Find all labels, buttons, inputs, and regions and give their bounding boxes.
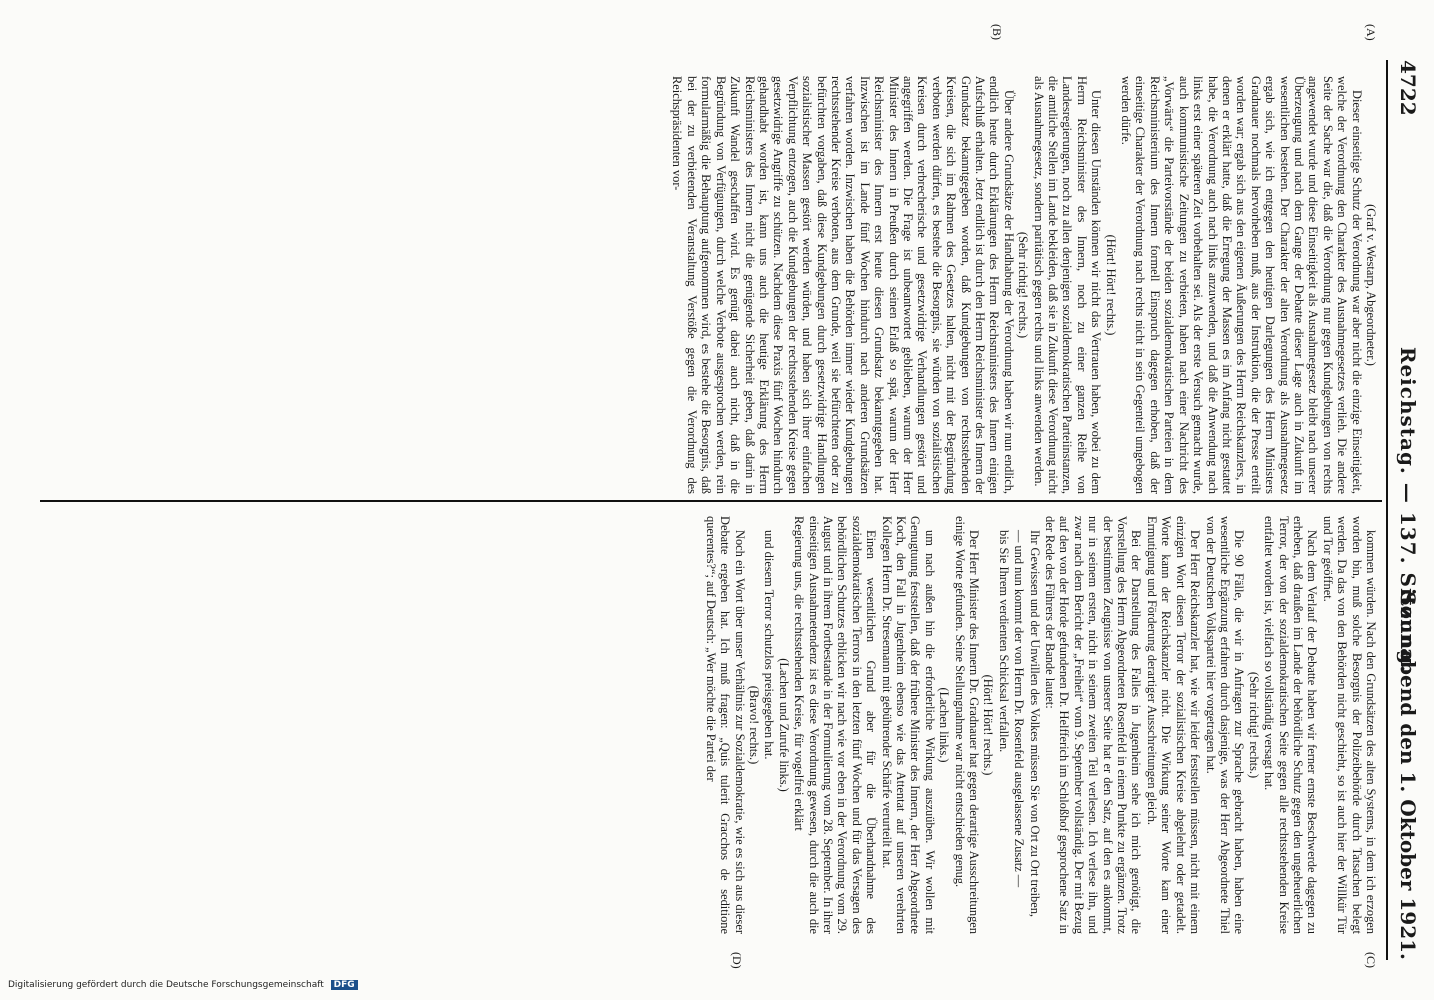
paragraph: Bei der Darstellung des Falles in Jugenheim sehe ich mich genötigt, die Vorstellung des Herrn Abgeordneten Rosenfeld in einem Punkte zu ergänzen. Trotz der bestimmten Zeugnisse von unserer Seite hat er den Satz, auf den es ankommt, nur in seinem ersten, nicht in seinem zweiten Teil verlesen. Ich verlese ihn, und zwar nach dem Bericht der „Freiheit“ vom 9. September vollständig. Der mit Bezug auf den von der Horde gefundenen Dr. Helfferich im Schloßhof gesprochene Satz in der Rede des Führers der Bande lautet: <box>1043 516 1144 934</box>
paragraph: Dieser einseitige Schutz der Verordnung war aber nicht die einzige Einseitigkeit, welche der Verordnung den Charakter des Ausnahmegesetzes verlieh. Die andere Seite der Sache war die, daß die Verordnung nur gegen Kundgebungen von rechts angewendet wurde und diese Einseitigkeit als Ausnahmegesetz bleibt nach unserer Überzeugung und nach dem Gange der Debatte dieser Lage auch in Zukunft im wesentlichen bestehen. Der Charakter der alten Verordnung als Ausnahmegesetz ergab sich, wie ich entgegen den heutigen Darlegungen des Herrn Ministers Gradnauer nochmals hervorheben muß, aus der Instruktion, die der Presse erteilt worden war; ergab sich aus den eigenen Äußerungen des Herrn Reichskanzlers, in denen er erklärt hatte, daß die Erregung der Massen es im Anfang nicht gestattet habe, die Verordnung auch nach links anzuwenden, und daß die Anwendung nach links erst einer späteren Zeit vorbehalten sei. Als der erste Versuch gemacht wurde, auch kommunistische Zeitungen zu verbieten, haben nach einer Nachricht des „Vorwärts“ die Parteivorstände der beiden sozialdemokratischen Parteien in dem Reichsministerium des Innern formell Einspruch dagegen erhoben, daß der einseitige Charakter der Verordnung nach rechts nicht in sein Gegenteil umgebogen werden dürfe. <box>1119 76 1364 494</box>
paragraph: Nach dem Verlauf der Debatte haben wir ferner ernste Beschwerde dagegen zu erheben, daß draußen im Lande der behördliche Schutz gegen den ungeheuerlichen Terror, der von der sozialdemokratischen Seite gegen alle rechtsstehenden Kreise entfaltet worden ist, vielfach so vollständig versagt hat. <box>1262 516 1320 934</box>
interjection: (Lachen und Zurufe links.) <box>776 658 791 792</box>
speaker-label: (Graf v. Westarp, Abgeordneter.) <box>1364 204 1378 366</box>
credit-text: Digitalisierung gefördert durch die Deutsche Forschungsgemeinschaft <box>8 980 324 990</box>
right-column <box>702 516 1378 934</box>
quotation: Ihr Gewissen und der Unwillen des Volkes müssen Sie von Ort zu Ort treiben, <box>1027 530 1042 918</box>
left-column <box>669 76 1378 494</box>
interjection: (Bravo! rechts.) <box>746 685 761 765</box>
paragraph: Der Herr Reichskanzler hat, wie wir leider feststellen müssen, nicht mit einem einzigen Wort diesen Terror der sozialistischen Kreise abgelehnt oder getadelt. Worte kann der Reichskanzler nicht. Die Wirkung seiner Worte kam einer Ermutigung und Förderung derartiger Ausschreitungen gleich. <box>1144 516 1203 934</box>
page-header <box>1392 60 1420 960</box>
margin-letter-c: (C) <box>1364 952 1378 968</box>
interjection: (Hört! Hört! rechts.) <box>1103 234 1118 336</box>
digitization-credit <box>8 980 358 990</box>
paragraph: Noch ein Wort über unser Verhältnis zur Sozialdemokratie, wie es sich aus dieser Debatte ergeben hat. Ich muß fragen: „Quis tulerit Gracchos de seditione querentes?“; auf Deutsch: „Wer möchte die Partei der <box>703 516 747 934</box>
paragraph: und diesem Terror schutzlos preisgegeben hat. <box>762 530 777 760</box>
paragraph: Die 90 Fälle, die wir in Anfragen zur Sprache gebracht haben, haben eine wesentliche Ergänzung erfahren durch dasjenige, was der Herr Abgeordnete Thiel von der Deutschen Volkspartei hier vorgetragen hat. <box>1203 516 1247 934</box>
interjection: (Sehr richtig! rechts.) <box>1246 671 1261 779</box>
margin-letter-d: (D) <box>730 952 744 969</box>
page-number: 4722 <box>1396 60 1420 116</box>
paragraph: Der Herr Minister des Innern Dr. Gradnauer hat gegen derartige Ausschreitungen einige Worte gefunden. Seine Stellungnahme war nicht entschieden genug. <box>952 516 982 934</box>
margin-letter-b: (B) <box>990 24 1004 40</box>
interjection: (Sehr richtig! rechts.) <box>1016 231 1031 339</box>
column-divider <box>40 500 1382 502</box>
paragraph: kommen würden. Nach den Grundsätzen des alten Systems, in dem ich erzogen worden bin, muß solche Besorgnis der Polizeibehörde durch Tatsachen belegt werden. Da das von den Behörden nicht geschieht, so ist auch hier der Willkür Tür und Tor geöffnet. <box>1320 516 1378 934</box>
interjection: (Hört! Hört! rechts.) <box>981 674 996 776</box>
quotation-note: — und nun kommt der von Herrn Dr. Rosenfeld ausgelassene Zusatz — <box>1012 530 1027 888</box>
session-date: Sonnabend den 1. Oktober 1921. <box>1396 591 1420 960</box>
margin-letter-a: (A) <box>1364 24 1378 41</box>
paragraph: um nach außen hin die erforderliche Wirkung auszuüben. Wir wollen mit Genugtuung feststellen, daß der frühere Minister des Innern, der Herr Abgeordnete Koch, den Fall in Jugenheim ebenso wie das Attentat auf unseren verehrten Kollegen Herrn Dr. Stresemann mit gebührender Schärfe verurteilt hat. <box>879 516 937 934</box>
dfg-logo: DFG <box>331 980 358 990</box>
quotation: bis Sie Ihrem verdienten Schicksal verfallen. <box>996 530 1011 753</box>
interjection: (Lachen links.) <box>937 687 952 763</box>
session-title: Reichstag. — 137. Sitzung. <box>1396 346 1420 674</box>
header-rule <box>1386 60 1388 960</box>
paragraph: Unter diesen Umständen können wir nicht das Vertrauen haben, wobei zu dem Herrn Reichsminister des Innern, noch zu einer ganzen Reihe von Landesregierungen, noch zu allen denjenigen sozialdemokratischen Parteiinstanzen, die amtliche Stellen im Lande bekleiden, daß sie in Zukunft diese Verordnung nicht als Ausnahmegesetz, sondern paritätisch gegen rechts und links anwenden werden. <box>1031 76 1104 494</box>
paragraph: Über andere Grundsätze der Handhabung der Verordnung haben wir nun endlich, endlich heute durch Erklärungen des Herrn Reichsministers des Innern einigen Aufschluß erhalten. Jetzt endlich ist durch den Herrn Reichsminister des Innern der Grundsatz bekanntgegeben worden, daß Kundgebungen von rechtsstehenden Kreisen, die sich im Rahmen des Gesetzes halten, nicht mit der Begründung verboten werden dürfen, es bestehe die Besorgnis, sie würden von sozialistischen Kreisen durch verbrecherische und gesetzwidrige Verhandlungen gestört und angegriffen werden. Die Frage ist unbeantwortet geblieben, warum der Herr Minister des Innern in Preußen durch seinen Erlaß so spät, warum der Herr Reichsminister des Innern erst heute diesen Grundsatz bekanntgegeben hat. Inzwischen ist im Lande fünf Wochen hindurch nach anderen Grundsätzen verfahren worden. Inzwischen haben die Behörden immer wieder Kundgebungen rechtsstehender Kreise verboten, aus dem Grunde, weil sie befürchteten oder zu befürchten vorgaben, daß diese Kundgebungen durch gesetzwidrige Handlungen sozialistischer Massen gestört werden würden, und haben sich ihrer einfachen Verpflichtung entzogen, auch die Kundgebungen der rechtsstehenden Kreise gegen gesetzwidrige Angriffe zu schützen. Nachdem diese Praxis fünf Wochen hindurch gehandhabt worden ist, kann uns auch die heutige Erklärung des Herrn Reichsministers des Innern nicht die genügende Sicherheit geben, daß darin in Zukunft Wandel geschaffen wird. Es genügt dabei auch nicht, daß in die Begründung von Verfügungen, durch welche Verbote ausgesprochen werden, rein formularmäßig die Behauptung aufgenommen wird, es bestehe die Besorgnis, daß bei der zu verbietenden Veranstaltung Verstöße gegen die Verordnung des Reichspräsidenten vor- <box>670 76 1016 494</box>
paragraph: Einen wesentlichen Grund aber für die Überhandnahme des sozialdemokratischen Terrors in den letzten fünf Wochen und für das Versagen des behördlichen Schutzes erblicken wir nach wie vor eben in der Verordnung vom 29. August und in ihrem Fortbestande in der Formulierung vom 28. September. In ihrer einseitigen Ausnahmetendenz ist es diese Verordnung gewesen, durch die auch die Regierung uns, die rechtsstehenden Kreise, für vogelfrei erklärt <box>792 516 879 934</box>
